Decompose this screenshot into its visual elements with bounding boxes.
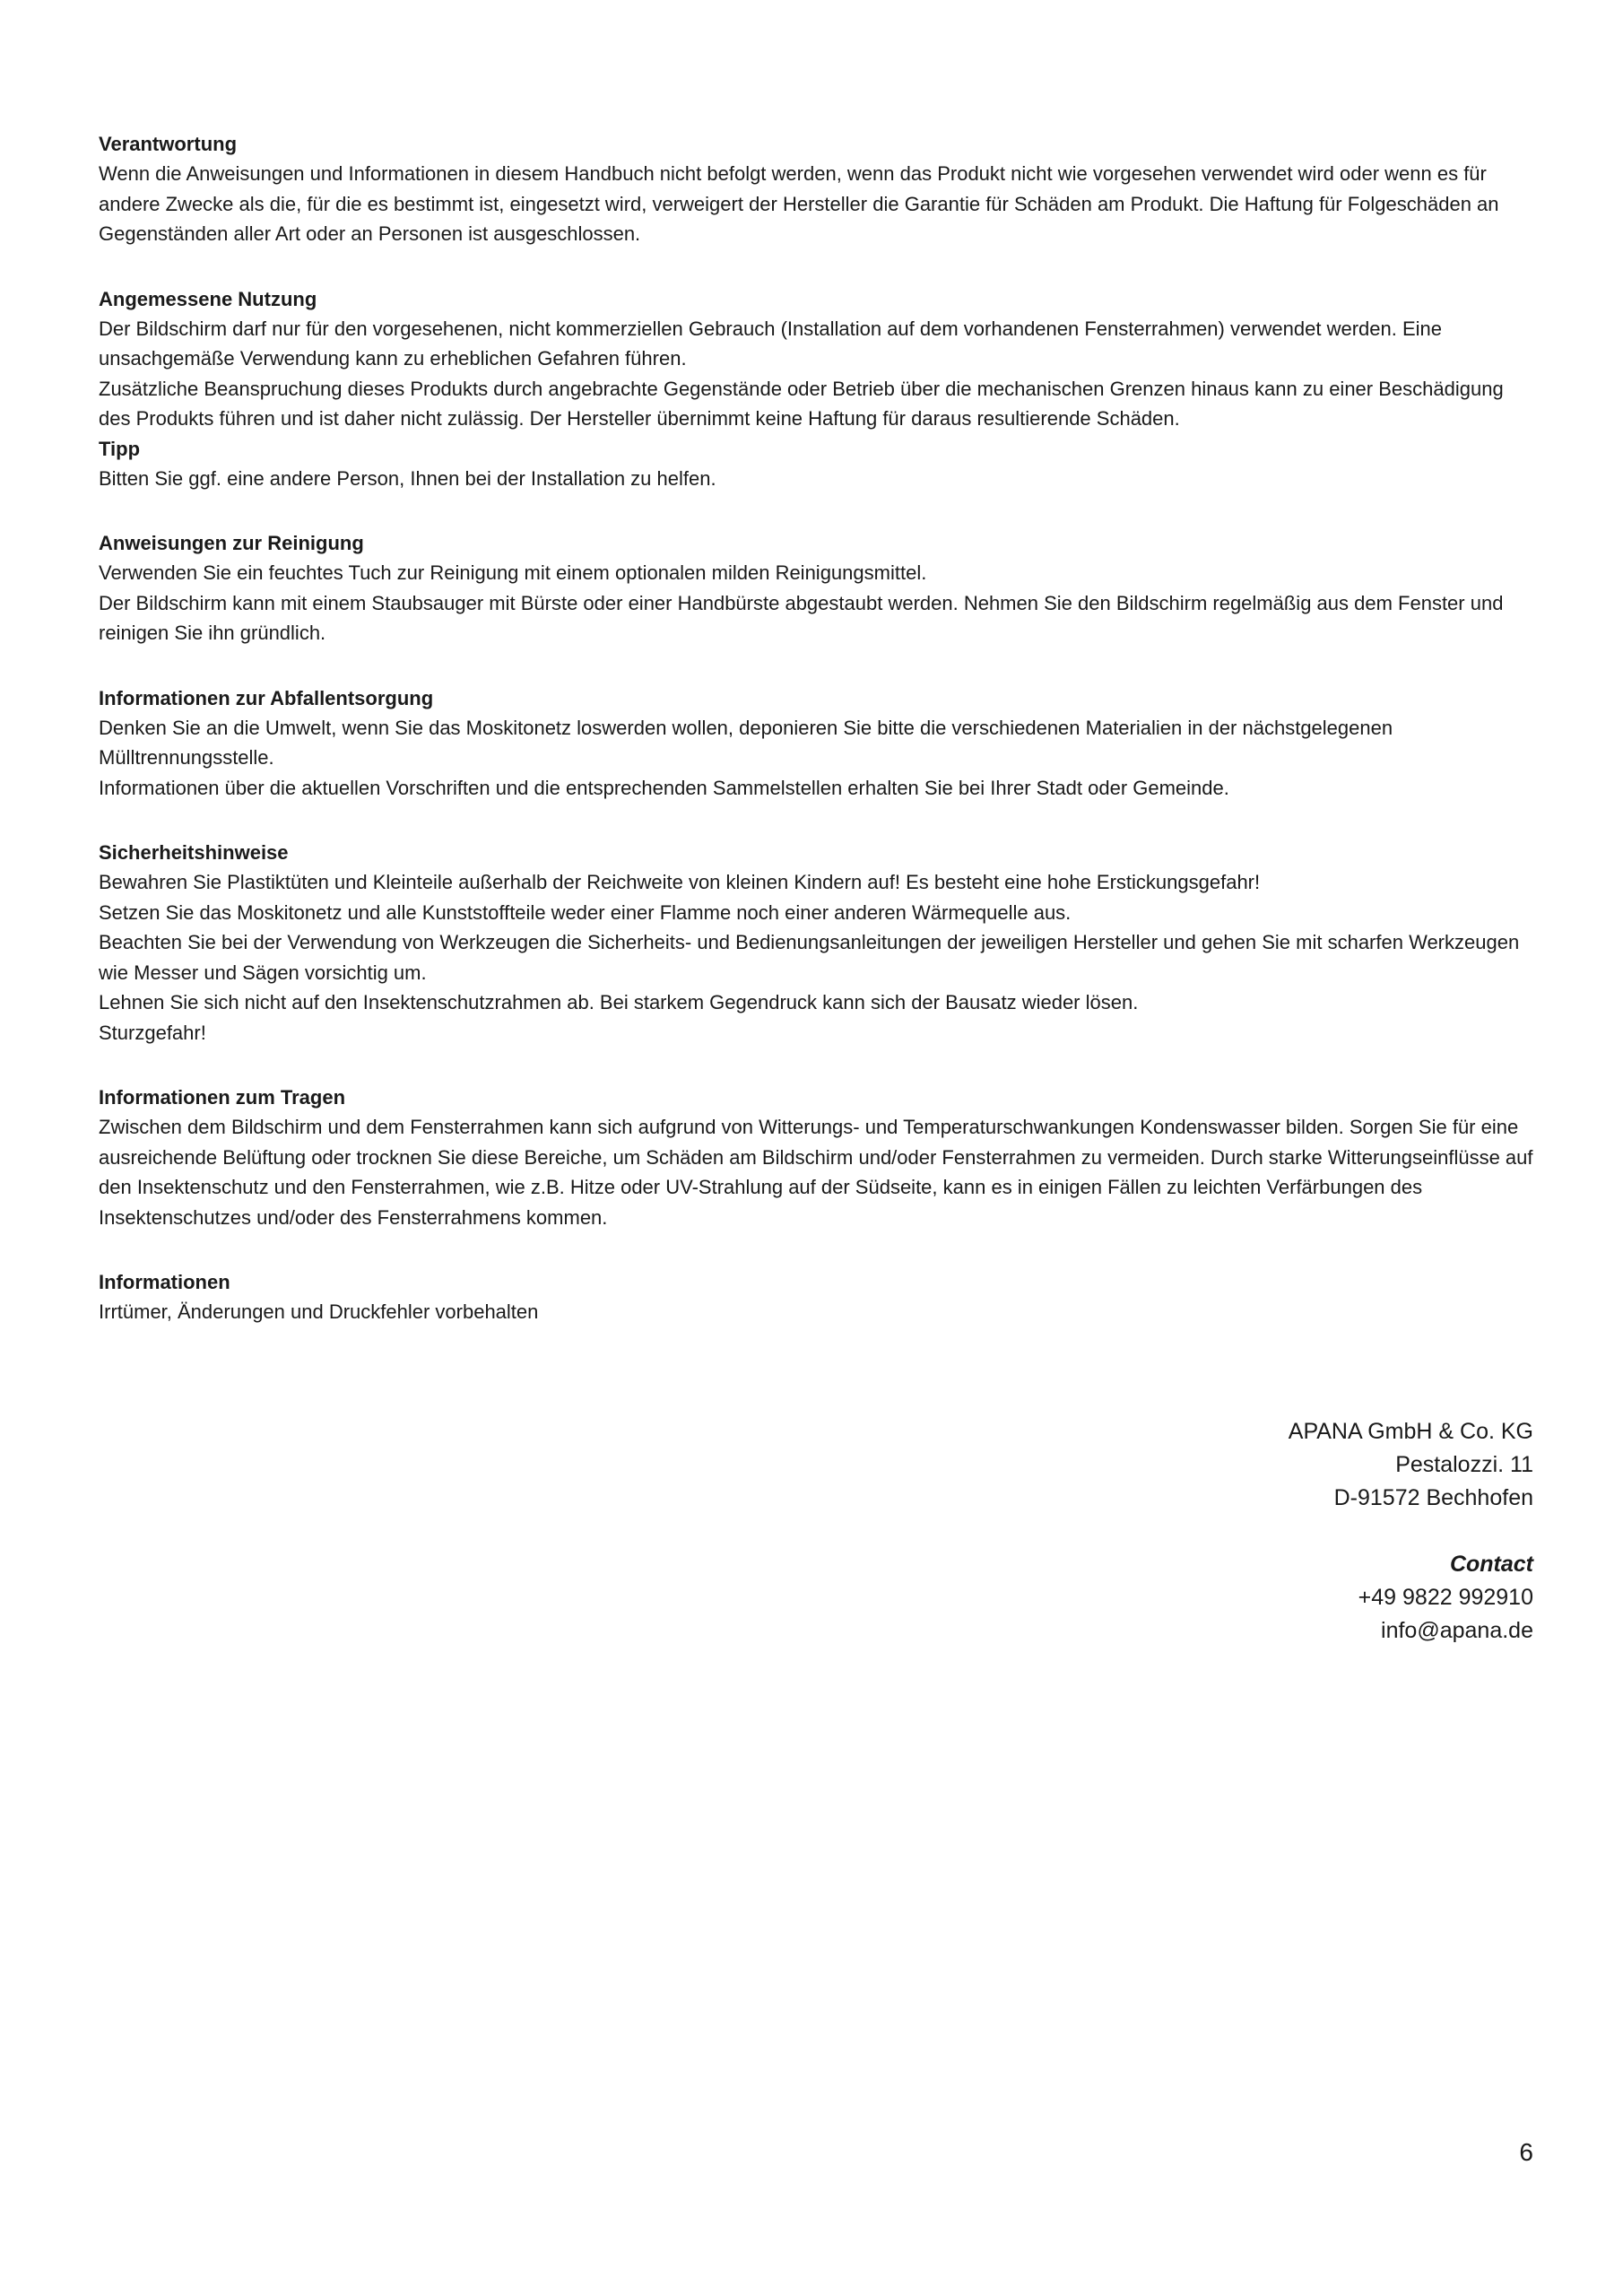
section-sicherheitshinweise bbox=[99, 838, 1533, 1048]
section-paragraph: Wenn die Anweisungen und Informationen in diesem Handbuch nicht befolgt werden, wenn das Produkt nicht wie vorgesehen verwendet wird oder wenn es für andere Zwecke als die, für die es bestimmt ist, eingesetzt wird, verweigert der Hersteller die Garantie für Schäden am Produkt. Die Haftung für Folgeschäden an Gegenständen aller Art oder an Personen ist ausgeschlossen. bbox=[99, 162, 1499, 245]
section-paragraph: Der Bildschirm darf nur für den vorgesehenen, nicht kommerziellen Gebrauch (Installation auf dem vorhandenen Fensterrahmen) verwendet werden. Eine unsachgemäße Verwendung kann zu erheblichen Gefahren führen. bbox=[99, 317, 1442, 370]
section-paragraph: Der Bildschirm kann mit einem Staubsauger mit Bürste oder einer Handbürste abgestaubt werden. Nehmen Sie den Bildschirm regelmäßig aus dem Fenster und reinigen Sie ihn gründlich. bbox=[99, 591, 1504, 644]
contact-email: info@apana.de bbox=[1381, 1618, 1533, 1643]
company-city: D-91572 Bechhofen bbox=[1333, 1485, 1533, 1510]
section-paragraph: Denken Sie an die Umwelt, wenn Sie das Moskitonetz loswerden wollen, deponieren Sie bitte die verschiedenen Materialien in der nächstgelegenen Mülltrennungsstelle. bbox=[99, 716, 1393, 769]
section-heading: Anweisungen zur Reinigung bbox=[99, 532, 364, 554]
section-heading: Angemessene Nutzung bbox=[99, 287, 317, 310]
section-paragraph: Setzen Sie das Moskitonetz und alle Kunststoffteile weder einer Flamme noch einer anderen Wärmequelle aus. bbox=[99, 900, 1072, 924]
contact-phone: +49 9822 992910 bbox=[1358, 1585, 1533, 1610]
section-paragraph: Informationen über die aktuellen Vorschriften und die entsprechenden Sammelstellen erhalten Sie bei Ihrer Stadt oder Gemeinde. bbox=[99, 776, 1229, 799]
section-paragraph: Sturzgefahr! bbox=[99, 1021, 206, 1044]
section-angemessene-nutzung bbox=[99, 284, 1533, 494]
section-reinigung bbox=[99, 528, 1533, 648]
section-paragraph: Zusätzliche Beanspruchung dieses Produkts durch angebrachte Gegenstände oder Betrieb über die mechanischen Grenzen hinaus kann zu einer Beschädigung des Produkts führen und ist daher nicht zulässig. Der Hersteller übernimmt keine Haftung für daraus resultierende Schäden. bbox=[99, 377, 1504, 430]
section-heading: Sicherheitshinweise bbox=[99, 841, 289, 864]
section-verantwortung bbox=[99, 129, 1533, 249]
company-street: Pestalozzi. 11 bbox=[1395, 1452, 1533, 1477]
section-informationen bbox=[99, 1267, 1533, 1327]
document-body bbox=[99, 129, 1533, 1362]
section-paragraph: Verwenden Sie ein feuchtes Tuch zur Reinigung mit einem optionalen milden Reinigungsmittel. bbox=[99, 561, 927, 584]
section-paragraph: Bewahren Sie Plastiktüten und Kleinteile außerhalb der Reichweite von kleinen Kindern auf! Es besteht eine hohe Erstickungsgefahr! bbox=[99, 871, 1261, 893]
section-heading: Informationen zum Tragen bbox=[99, 1086, 346, 1109]
section-heading: Informationen bbox=[99, 1271, 230, 1293]
section-heading: Verantwortung bbox=[99, 133, 238, 155]
section-paragraph: Zwischen dem Bildschirm und dem Fensterrahmen kann sich aufgrund von Witterungs- und Temperaturschwankungen Kondenswasser bilden. Sorgen Sie für eine ausreichende Belüftung oder trocknen Sie diese Bereiche, um Schäden am Bildschirm und/oder Fensterrahmen zu vermeiden. Durch starke Witterungseinflüsse auf den Insektenschutz und den Fensterrahmen, wie z.B. Hitze oder UV-Strahlung auf der Südseite, kann es in einigen Fällen zu leichten Verfärbungen des Insektenschutzes und/oder des Fensterrahmens kommen. bbox=[99, 1116, 1533, 1229]
section-paragraph: Irrtümer, Änderungen und Druckfehler vorbehalten bbox=[99, 1300, 539, 1323]
tip-heading: Tipp bbox=[99, 437, 141, 460]
section-paragraph: Beachten Sie bei der Verwendung von Werkzeugen die Sicherheits- und Bedienungsanleitungen der jeweiligen Hersteller und gehen Sie mit scharfen Werkzeugen wie Messer und Sägen vorsichtig um. bbox=[99, 931, 1520, 984]
company-address-block bbox=[1289, 1415, 1533, 1648]
section-tragen bbox=[99, 1083, 1533, 1232]
tip-paragraph: Bitten Sie ggf. eine andere Person, Ihnen bei der Installation zu helfen. bbox=[99, 466, 716, 490]
page-number: 6 bbox=[1519, 2138, 1533, 2166]
section-heading: Informationen zur Abfallentsorgung bbox=[99, 686, 434, 709]
company-name: APANA GmbH & Co. KG bbox=[1288, 1419, 1533, 1444]
section-paragraph: Lehnen Sie sich nicht auf den Insektenschutzrahmen ab. Bei starkem Gegendruck kann sich der Bausatz wieder lösen. bbox=[99, 991, 1139, 1013]
section-abfallentsorgung bbox=[99, 683, 1533, 804]
contact-heading: Contact bbox=[1449, 1552, 1533, 1577]
